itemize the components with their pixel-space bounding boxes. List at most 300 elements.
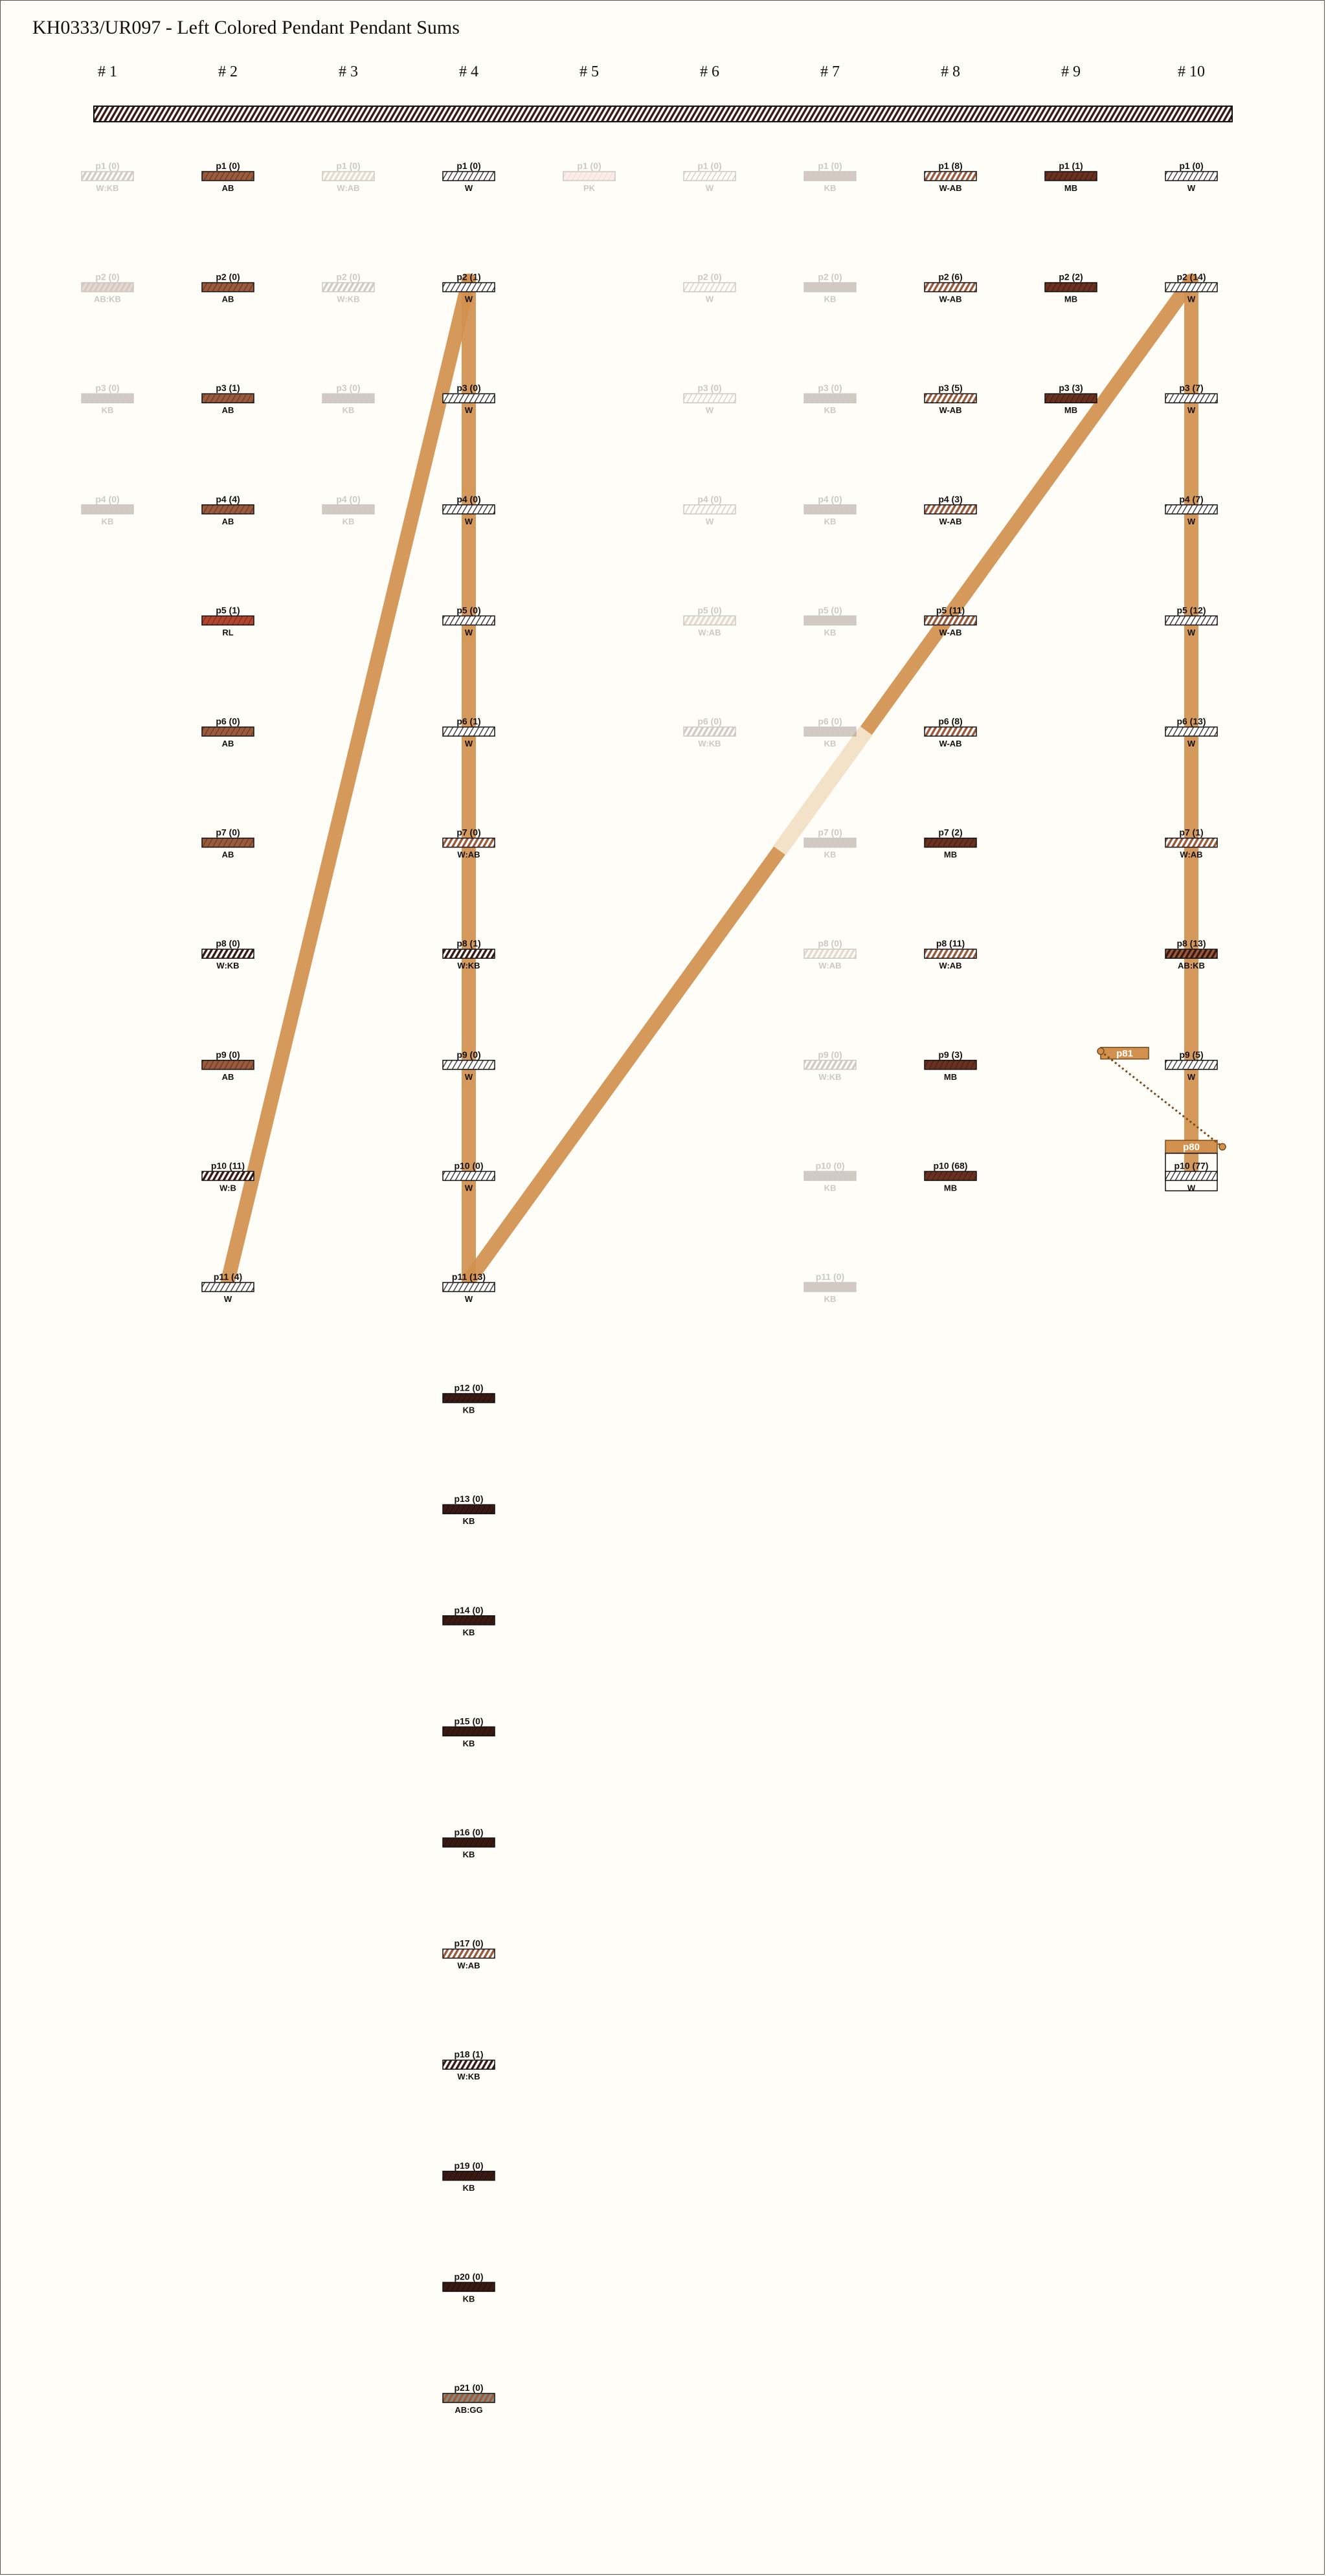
pendant[interactable] [563,161,615,193]
pendant-color-label: KB [824,183,837,193]
pendants [82,161,1217,2415]
column-header: # 8 [941,63,960,80]
pendant[interactable] [82,494,133,526]
pendant-label: p4 (0) [697,493,722,504]
pendant-bar [684,172,736,181]
pendant-label: p7 (0) [456,827,481,838]
pendant-bar [202,727,254,736]
pendant-label: p16 (0) [454,1827,484,1837]
pendant-label: p13 (0) [454,1494,484,1505]
pendant[interactable] [925,827,976,860]
pendant-color-label: W-AB [939,627,962,638]
pendant-color-label: RL [222,627,234,638]
pendant[interactable] [925,1049,976,1082]
pendant[interactable] [925,383,976,415]
pendant-label: p5 (0) [697,605,722,616]
pendant[interactable] [443,1494,495,1526]
pendant-color-label: W [1187,516,1196,526]
pendant-color-label: W:AB [698,627,721,638]
pendant-label: p10 (0) [454,1160,484,1171]
pendant-label: p1 (0) [456,161,481,171]
pendant[interactable] [202,716,254,748]
pendant-color-label: W-AB [939,183,962,193]
pendant-label: p6 (0) [697,716,722,726]
pendant-label: p3 (0) [95,383,120,394]
pendant-label: p8 (13) [1176,938,1206,949]
pendant[interactable] [443,1716,495,1748]
pendant-color-label: AB [221,516,234,526]
pendant[interactable] [202,161,254,193]
column-header: # 3 [339,63,358,80]
pendant[interactable] [804,383,856,415]
pendant-bar [443,838,495,847]
pendant-label: p4 (4) [216,493,240,504]
column-header: # 7 [820,63,840,80]
pendant-color-label: W:AB [939,961,962,971]
pendant[interactable] [1165,1049,1217,1082]
pendant[interactable] [202,938,254,970]
pendant[interactable] [1165,161,1217,193]
pendant-bar [804,949,856,958]
pendant-color-label: W [1187,183,1196,193]
pendant-color-label: W:KB [457,961,480,971]
pendant-bar [443,1060,495,1070]
pendant[interactable] [925,938,976,970]
pendant-bar [804,838,856,847]
pendant[interactable] [443,1383,495,1415]
column-header: # 9 [1061,63,1081,80]
pendant-label: p2 (0) [95,271,120,282]
pendant-label: p4 (0) [95,493,120,504]
pendant-color-label: W [1187,1071,1196,1082]
pendant-label: p2 (6) [938,271,963,282]
pendant-label: p5 (0) [818,605,842,616]
pendant-color-label: W [464,294,473,304]
pendant-bar [82,394,133,403]
pendant-bar [925,505,976,514]
pendant-label: p1 (8) [938,161,963,171]
pendant-color-label: KB [824,1183,837,1193]
pendant-color-label: W [705,294,714,304]
pendant[interactable] [202,383,254,415]
pendant-bar [202,838,254,847]
pendant-bar [804,283,856,292]
pendant-color-label: W [464,405,473,416]
pendant-bar [925,172,976,181]
pendant-label: p8 (0) [216,938,240,949]
pendant-label: p4 (7) [1179,493,1204,504]
pendant[interactable] [804,161,856,193]
pendant-color-label: W [1187,739,1196,748]
pendant[interactable] [443,2271,495,2303]
pendant-label: p5 (1) [216,605,240,616]
pendant-color-label: W-AB [939,739,962,748]
pendant-color-label: KB [824,849,837,860]
pendant[interactable] [804,1160,856,1193]
pendant[interactable] [925,272,976,304]
pendant-color-label: W [1187,294,1196,304]
pendant-color-label: KB [342,516,355,526]
pendant-label: p3 (1) [216,383,240,394]
pendant-label: p20 (0) [454,2271,484,2282]
pendant-label: p9 (0) [216,1049,240,1060]
pendant-bar [1165,1060,1217,1070]
pendant-bar [202,505,254,514]
pendant-bar [322,394,374,403]
pendant[interactable] [443,1160,495,1193]
pendant-label: p3 (0) [818,383,842,394]
pendant-bar [925,283,976,292]
pendant-label: p5 (0) [456,605,481,616]
pendant[interactable] [202,1271,254,1304]
pendant-bar [202,1282,254,1292]
pendant-color-label: KB [824,405,837,416]
pendant-label: p10 (11) [210,1160,245,1171]
pendant-color-label: W:KB [457,2072,480,2082]
pendant-label: p8 (0) [818,938,842,949]
pendant-bar [443,2171,495,2180]
pendant[interactable] [1165,383,1217,415]
pendant[interactable] [684,272,736,304]
pendant-bar [1165,838,1217,847]
pendant-color-label: KB [824,627,837,638]
pendant-color-label: W:KB [96,183,119,193]
pendant-bar [443,505,495,514]
pendant-color-label: W [464,1071,473,1082]
pendant[interactable] [322,383,374,415]
sum-links [228,281,1191,1281]
pendant-color-label: KB [462,1405,475,1415]
primary-cord-bar [94,106,1232,122]
pendant-label: p10 (68) [933,1160,968,1171]
pendant[interactable] [322,272,374,304]
pendant-color-label: W [705,183,714,193]
pendant-color-label: W [464,1294,473,1304]
pendant-label: p19 (0) [454,2160,484,2171]
pendant[interactable] [443,605,495,637]
pendant-bar [804,1171,856,1180]
pendant-label: p1 (0) [818,161,842,171]
pendant-color-label: W [464,627,473,638]
pendant-color-label: W:AB [1180,849,1203,860]
pendant-bar [925,1171,976,1180]
pendant-bar [443,1394,495,1403]
pendant-color-label: KB [462,2294,475,2304]
pendant-color-label: W [1187,627,1196,638]
pendant-color-label: AB [221,849,234,860]
pendant-bar [443,727,495,736]
pendant-color-label: AB:KB [1178,961,1205,971]
pendant[interactable] [925,1160,976,1193]
pendant-label: p4 (3) [938,493,963,504]
pendant-bar [804,172,856,181]
pendant-label: p1 (0) [577,161,601,171]
pendant[interactable] [804,938,856,970]
pendant-label: p2 (1) [456,271,481,282]
pendant[interactable] [202,605,254,637]
pendant-label: p2 (2) [1059,271,1083,282]
pendant-bar [1165,1171,1217,1180]
pendant-color-label: W [464,516,473,526]
chart-title: KH0333/UR097 - Left Colored Pendant Pendant Sums [32,17,460,38]
pendant[interactable] [684,716,736,748]
pendant-label: p4 (0) [456,493,481,504]
pendant-bar [1165,172,1217,181]
pendant-bar [82,172,133,181]
pendant-label: p15 (0) [454,1716,484,1727]
pendant[interactable] [443,938,495,970]
pendant-bar [684,616,736,625]
pendant-label: p1 (0) [1179,161,1204,171]
pendant-bar [443,1505,495,1514]
column-header: # 6 [700,63,719,80]
pendant-color-label: AB [221,739,234,748]
pendant-label: p3 (7) [1179,383,1204,394]
column-header: # 4 [459,63,478,80]
pendant-color-label: AB [221,183,234,193]
column-header: # 1 [98,63,117,80]
pendant-bar [1165,616,1217,625]
pendant[interactable] [684,494,736,526]
primary-cord [94,106,1232,122]
pendant-bar [804,727,856,736]
pendant-bar [563,172,615,181]
pendant[interactable] [202,272,254,304]
pendant[interactable] [202,827,254,860]
pendant-color-label: KB [462,2182,475,2193]
pendant-label: p18 (1) [454,2049,484,2060]
pendant-bar [804,505,856,514]
pendant-label: p6 (13) [1176,716,1206,726]
pendant-color-label: AB [221,294,234,304]
pendant-color-label: W [705,405,714,416]
pendant-bar [1165,727,1217,736]
pendant[interactable] [925,161,976,193]
pendant-bar [1165,283,1217,292]
pendant[interactable] [925,494,976,526]
pendant-bar [925,616,976,625]
pendant-color-label: MB [1064,405,1078,416]
pendant-label: p9 (5) [1179,1049,1204,1060]
pendant[interactable] [443,383,495,415]
pendant[interactable] [1165,716,1217,748]
pendant-bar [82,283,133,292]
pendant-label: p2 (14) [1176,271,1206,282]
pendant-bar [684,505,736,514]
pendant[interactable] [684,605,736,637]
pendant-bar [443,616,495,625]
pendant-color-label: KB [462,1850,475,1859]
pendant-color-label: KB [462,1738,475,1749]
pendant-label: p4 (0) [336,493,361,504]
pendant-color-label: MB [943,849,958,860]
pendant-label: p6 (0) [818,716,842,726]
pendant[interactable] [443,2160,495,2193]
pendant-label: p8 (11) [936,938,965,949]
pendant-label: p9 (3) [938,1049,963,1060]
pendant[interactable] [804,1271,856,1304]
pendant-color-label: KB [462,1627,475,1637]
pendant[interactable] [202,1049,254,1082]
pendant-bar [804,1282,856,1292]
sum-box-label: p80 [1183,1141,1200,1153]
pendant-label: p21 (0) [454,2382,484,2393]
pendant-bar [1045,283,1097,292]
pendant[interactable] [804,1049,856,1082]
pendant-color-label: W [223,1294,232,1304]
pendant[interactable] [684,161,736,193]
pendant[interactable] [322,161,374,193]
pendant-color-label: KB [824,294,837,304]
pendant[interactable] [804,605,856,637]
pendant-label: p9 (0) [456,1049,481,1060]
pendant-label: p7 (0) [818,827,842,838]
pendant[interactable] [443,1271,495,1304]
connector-dot [1219,1143,1226,1150]
pendant-color-label: KB [462,1516,475,1527]
column-header: # 2 [218,63,238,80]
pendant-label: p10 (0) [815,1160,845,1171]
pendant-label: p5 (11) [936,605,965,616]
pendant-bar [443,2282,495,2291]
pendant[interactable] [82,383,133,415]
pendant[interactable] [82,161,133,193]
pendant-label: p3 (3) [1059,383,1083,394]
pendant-bar [443,1616,495,1625]
pendant-color-label: W:B [219,1183,236,1193]
pendant-color-label: W:AB [818,961,842,971]
pendant-bar [925,394,976,403]
pendant-label: p7 (2) [938,827,963,838]
pendant-label: p12 (0) [454,1382,484,1393]
column-header: # 10 [1178,63,1205,80]
pendant[interactable] [804,494,856,526]
pendant-color-label: W [1187,1183,1196,1193]
pendant[interactable] [443,1938,495,1971]
pendant[interactable] [1165,494,1217,526]
pendant-bar [322,172,374,181]
pendant-label: p6 (0) [216,716,240,726]
pendant[interactable] [202,494,254,526]
pendant-bar [82,505,133,514]
pendant-bar [202,283,254,292]
pendant[interactable] [684,383,736,415]
pendant-label: p11 (4) [213,1271,243,1282]
pendant-bar [202,1060,254,1070]
pendant-label: p3 (0) [697,383,722,394]
pendant-color-label: W [705,516,714,526]
pendant-bar [202,616,254,625]
pendant-bar [1165,394,1217,403]
pendant-label: p9 (0) [818,1049,842,1060]
pendant-bar [443,1949,495,1958]
column-header: # 5 [579,63,599,80]
pendant[interactable] [322,494,374,526]
pendant-bar [925,727,976,736]
pendant-color-label: PK [583,183,596,193]
pendant[interactable] [443,827,495,860]
pendant-color-label: AB [221,1071,234,1082]
pendant-bar [202,949,254,958]
pendant[interactable] [443,1827,495,1859]
pendant-label: p2 (0) [697,271,722,282]
pendant[interactable] [443,494,495,526]
pendant-label: p2 (0) [216,271,240,282]
pendant[interactable] [443,272,495,304]
pendant[interactable] [925,716,976,748]
pendant-bar [804,1060,856,1070]
pendant-bar [925,1060,976,1070]
pendant-bar [1165,949,1217,958]
pendant[interactable] [443,716,495,748]
pendant-color-label: KB [101,516,114,526]
pendant-color-label: MB [1064,294,1078,304]
pendant-color-label: KB [824,1294,837,1304]
pendant-color-label: KB [824,739,837,748]
pendant-color-label: AB:GG [455,2405,483,2415]
pendant[interactable] [443,2049,495,2081]
connector-dot [1097,1048,1104,1055]
pendant-bar [443,394,495,403]
pendant-bar [443,1838,495,1847]
pendant[interactable] [443,161,495,193]
pendant[interactable] [1165,938,1217,970]
pendant-color-label: W-AB [939,516,962,526]
sum-link [228,281,469,1281]
pendant-color-label: KB [101,405,114,416]
pendant-bar [684,727,736,736]
pendant-label: p1 (1) [1059,161,1083,171]
pendant[interactable] [1165,605,1217,637]
pendant-color-label: KB [824,516,837,526]
pendant-bar [1045,394,1097,403]
pendant-label: p3 (0) [456,383,481,394]
pendant[interactable] [804,827,856,860]
pendant-color-label: MB [943,1071,958,1082]
pendant[interactable] [1165,1140,1217,1193]
pendant-color-label: W-AB [939,294,962,304]
pendant[interactable] [443,2382,495,2415]
pendant-label: p7 (1) [1179,827,1204,838]
pendant-color-label: MB [1064,183,1078,193]
pendant-label: p6 (1) [456,716,481,726]
pendant-color-label: KB [342,405,355,416]
pendant-label: p1 (0) [336,161,361,171]
pendant-bar [925,838,976,847]
pendant-bar [202,1171,254,1180]
pendant[interactable] [1045,161,1097,193]
pendant-label: p6 (8) [938,716,963,726]
pendant-label: p17 (0) [454,1938,484,1949]
pendant[interactable] [443,1049,495,1082]
pendant-bar [443,283,495,292]
pendant-bar [925,949,976,958]
pendant-bar [684,283,736,292]
pendant-label: p10 (77) [1174,1160,1209,1171]
pendant[interactable] [1045,272,1097,304]
pendant-color-label: AB [221,405,234,416]
pendant[interactable] [443,1605,495,1637]
pendant-label: p1 (0) [95,161,120,171]
pendant-label: p8 (1) [456,938,481,949]
pendant-color-label: W:KB [818,1071,842,1082]
pendant-label: p1 (0) [697,161,722,171]
pendant[interactable] [82,272,133,304]
pendant[interactable] [1165,827,1217,860]
pendant-bar [1165,505,1217,514]
pendant-bar [684,394,736,403]
pendant[interactable] [804,272,856,304]
